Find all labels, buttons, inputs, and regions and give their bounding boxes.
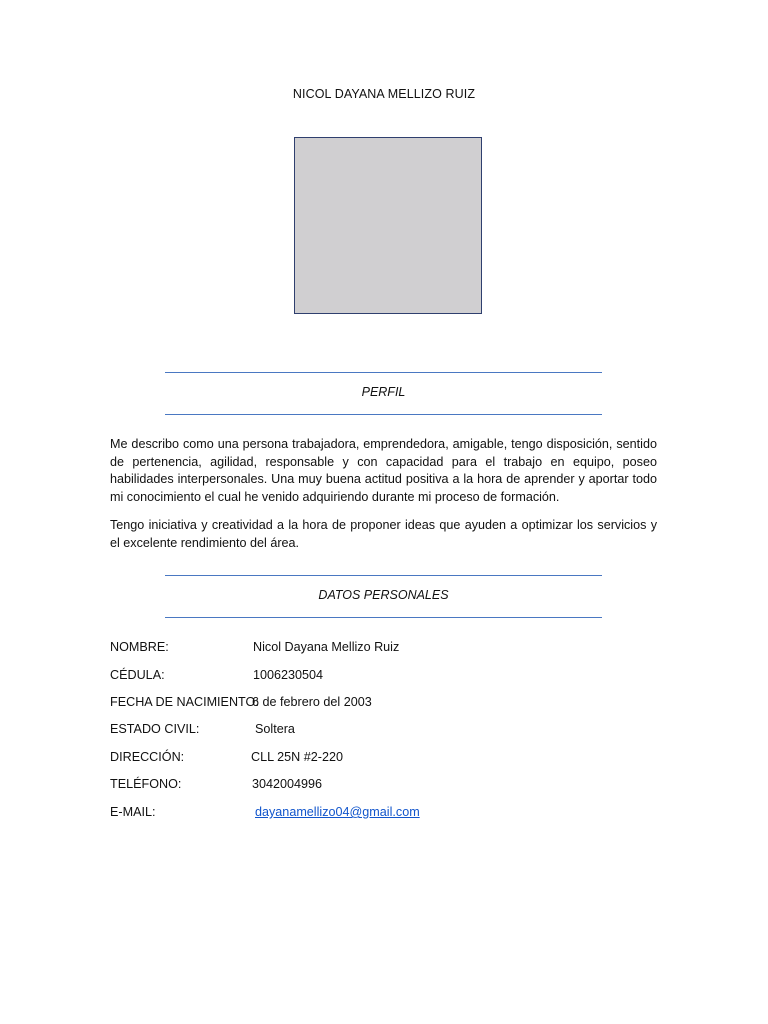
info-value-telefono: 3042004996 [252, 777, 323, 791]
section-title-perfil: PERFIL [361, 385, 406, 399]
info-row-estado-civil [110, 720, 670, 738]
info-label-estado-civil: ESTADO CIVIL: [110, 722, 200, 736]
info-value-nombre: Nicol Dayana Mellizo Ruiz [253, 640, 400, 654]
info-value-cedula: 1006230504 [253, 668, 324, 682]
page-title: NICOL DAYANA MELLIZO RUIZ [292, 87, 476, 101]
section-title-datos: DATOS PERSONALES [318, 588, 449, 602]
email-link[interactable]: dayanamellizo04@gmail.com [255, 805, 420, 819]
section-header-perfil [165, 372, 602, 415]
info-label-email: E-MAIL: [110, 805, 156, 819]
info-row-direccion [110, 748, 670, 766]
info-label-nombre: NOMBRE: [110, 640, 169, 654]
info-value-estado-civil: Soltera [255, 722, 295, 736]
section-header-datos [165, 575, 602, 618]
profile-paragraph-2: Tengo iniciativa y creatividad a la hora de proponer ideas que ayuden a optimizar los servicios y el excelente rendimiento del área. [110, 518, 657, 550]
info-row-nombre [110, 638, 670, 656]
info-label-fecha-nacimiento: FECHA DE NACIMIENTO: [110, 695, 259, 709]
info-row-telefono [110, 775, 670, 793]
photo-placeholder [294, 137, 482, 314]
info-value-fecha-nacimiento: 6 de febrero del 2003 [252, 695, 372, 709]
info-row-fecha-nacimiento [110, 693, 670, 711]
info-value-direccion: CLL 25N #2-220 [251, 750, 343, 764]
info-label-telefono: TELÉFONO: [110, 777, 182, 791]
info-row-email [110, 803, 670, 821]
info-label-cedula: CÉDULA: [110, 668, 165, 682]
profile-paragraph-1: Me describo como una persona trabajadora, emprendedora, amigable, tengo disposición, sentido de pertenencia, agilidad, responsable y con capacidad para el trabajo en equipo, poseo habilidades interpersonales. Una muy buena actitud positiva a la hora de aprender y aportar todo mi conocimiento el cual he venido adquiriendo durante mi proceso de formación. [110, 437, 657, 504]
info-label-direccion: DIRECCIÓN: [110, 750, 185, 764]
info-row-cedula [110, 666, 670, 684]
